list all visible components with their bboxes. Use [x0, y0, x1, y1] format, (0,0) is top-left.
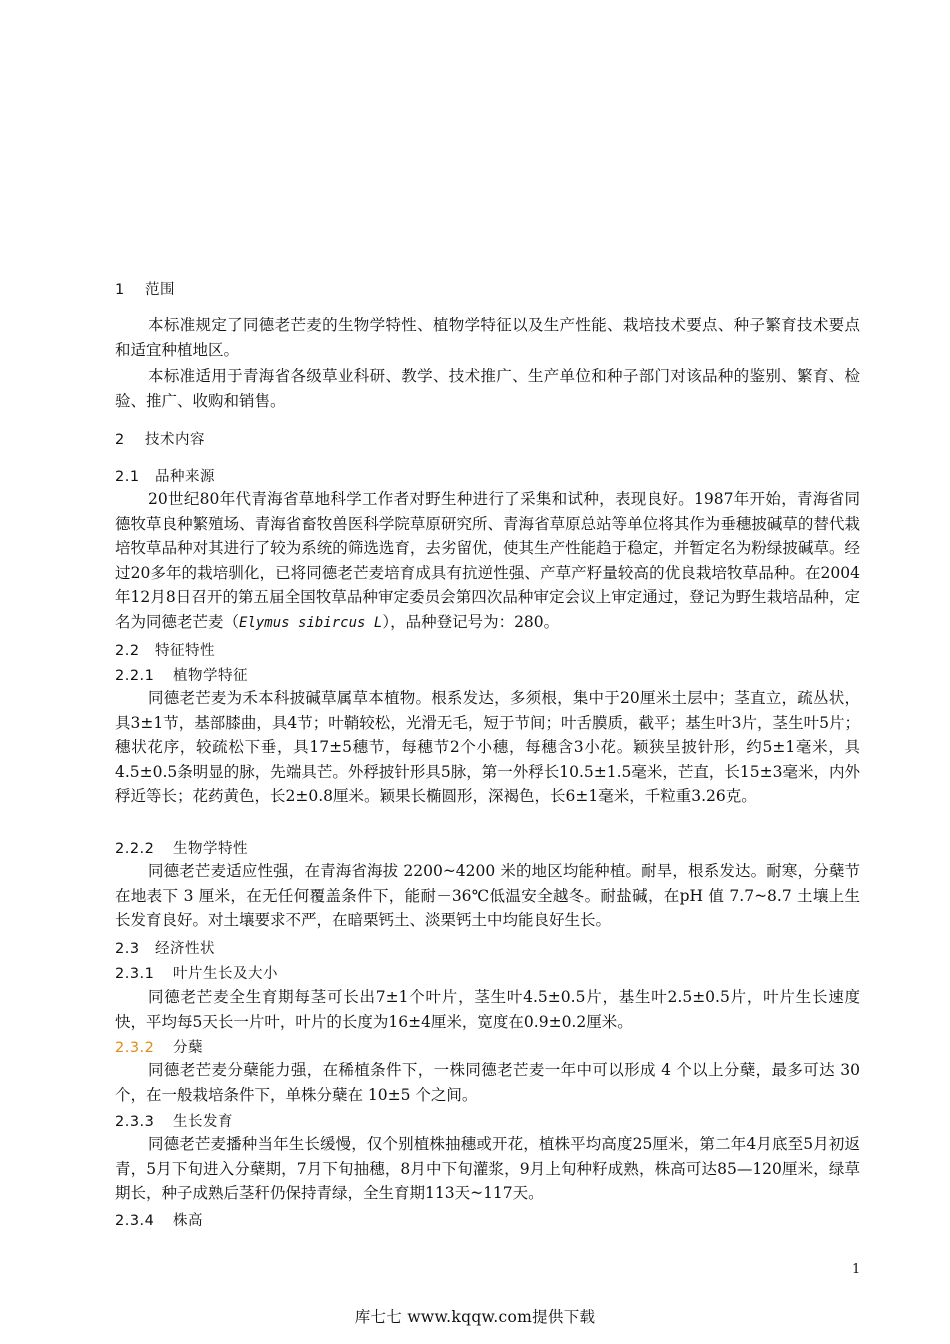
section-2-3-4-heading: [115, 1209, 203, 1230]
section-2-3-3-heading: [115, 1110, 233, 1131]
leaf-growth-paragraph: 同德老芒麦全生育期每茎可长出7±1个叶片，茎生叶4.5±0.5片，基生叶2.5±0.5片，叶片生长速度快，平均每5天长一片叶，叶片的长度为16±4厘米，宽度在0.9±0.2厘米。: [115, 988, 860, 1031]
section-title: 范围: [145, 282, 175, 298]
section-2-3-2-heading: [115, 1036, 203, 1057]
section-title: 株高: [173, 1213, 203, 1229]
species-latin-name: Elymus sibircus L: [239, 614, 383, 631]
section-title: 叶片生长及大小: [173, 966, 278, 982]
section-2-heading: [115, 428, 205, 449]
section-title: 生物学特性: [173, 841, 248, 857]
section-title: 品种来源: [155, 469, 215, 485]
section-number: 2.2.2: [115, 841, 155, 857]
section-title: 生长发育: [173, 1114, 233, 1130]
tillering-paragraph: 同德老芒麦分蘖能力强，在稀植条件下，一株同德老芒麦一年中可以形成 4 个以上分蘖，最多可达 30 个，在一般栽培条件下，单株分蘖在 10±5 个之间。: [115, 1061, 860, 1104]
section-number: 2.2: [115, 643, 140, 659]
section-2-3-heading: [115, 937, 215, 958]
section-number: 1: [115, 282, 125, 298]
section-number: 2: [115, 432, 125, 448]
scope-paragraph-1: 本标准规定了同德老芒麦的生物学特性、植物学特征以及生产性能、栽培技术要点、种子繁育技术要点和适宜种植地区。: [115, 316, 860, 359]
section-number: 2.3: [115, 941, 140, 957]
section-title: 特征特性: [155, 643, 215, 659]
section-2-2-heading: [115, 639, 215, 660]
section-2-1-heading: [115, 465, 215, 486]
section-1-heading: [115, 278, 175, 299]
section-number: 2.3.2: [115, 1040, 155, 1056]
paragraph-text: 20世纪80年代青海省草地科学工作者对野生种进行了采集和试种，表现良好。1987年开始，青海省同德牧草良种繁殖场、青海省畜牧兽医科学院草原研究所、青海省草原总站等单位将其作为垂穗披碱草的替代栽培牧草品种对其进行了较为系统的筛选选育，去劣留优，使其生产性能趋于稳定，并暂定名为粉绿披碱草。经过20多年的栽培驯化，已将同德老芒麦培育成具有抗逆性强、产草产籽量较高的优良栽培牧草品种。在2004年12月8日召开的第五届全国牧草品种审定委员会第四次品种审定会议上审定通过，登记为野生栽培品种，定名为同德老芒麦（Elymus sibircus L），品种登记号为：280。: [115, 490, 860, 631]
botanical-features-paragraph: 同德老芒麦为禾本科披碱草属草本植物。根系发达，多须根，集中于20厘米土层中；茎直立，疏丛状，具3±1节，基部膝曲，具4节；叶鞘较松，光滑无毛，短于节间；叶舌膜质，截平；基生叶3片，茎生叶5片；穗状花序，较疏松下垂，具17±5穗节，每穗节2个小穗，每穗含3小花。颖狭呈披针形，约5±1毫米，具4.5±0.5条明显的脉，先端具芒。外稃披针形具5脉，第一外稃长10.5±1.5毫米，芒直，长15±3毫米，内外稃近等长；花药黄色，长2±0.8厘米。颖果长椭圆形，深褐色，长6±1毫米，千粒重3.26克。: [115, 689, 860, 806]
section-number: 2.3.1: [115, 966, 155, 982]
section-number: 2.2.1: [115, 668, 155, 684]
section-2-3-1-heading: [115, 962, 278, 983]
section-2-2-2-heading: [115, 837, 248, 858]
section-number: 2.3.3: [115, 1114, 155, 1130]
section-2-2-1-heading: [115, 664, 248, 685]
section-number: 2.3.4: [115, 1213, 155, 1229]
growth-development-paragraph: 同德老芒麦播种当年生长缓慢，仅个别植株抽穗或开花，植株平均高度25厘米，第二年4月底至5月初返青，5月下旬进入分蘖期，7月下旬抽穗，8月中下旬灌浆，9月上旬种籽成熟，株高可达85—120厘米，绿草期长，种子成熟后茎秆仍保持青绿，全生育期113天~117天。: [115, 1135, 860, 1203]
section-title: 经济性状: [155, 941, 215, 957]
section-title: 分蘖: [173, 1040, 203, 1056]
scope-paragraph-2: 本标准适用于青海省各级草业科研、教学、技术推广、生产单位和种子部门对该品种的鉴别、繁育、检验、推广、收购和销售。: [115, 367, 860, 410]
biological-characteristics-paragraph: 同德老芒麦适应性强，在青海省海拔 2200~4200 米的地区均能种植。耐旱，根系发达。耐寒，分蘖节在地表下 3 厘米，在无任何覆盖条件下，能耐－36℃低温安全越冬。耐盐碱，在pH 值 7.7~8.7 土壤上生长发育良好。对土壤要求不严，在暗栗钙土、淡栗钙土中均能良好生长。: [115, 862, 860, 930]
page-number: 1: [852, 1262, 861, 1277]
section-number: 2.1: [115, 469, 140, 485]
section-title: 植物学特征: [173, 668, 248, 684]
download-footer: 库七七 www.kqqw.com提供下载: [354, 1308, 596, 1326]
section-title: 技术内容: [145, 432, 205, 448]
variety-source-paragraph: [115, 487, 860, 636]
